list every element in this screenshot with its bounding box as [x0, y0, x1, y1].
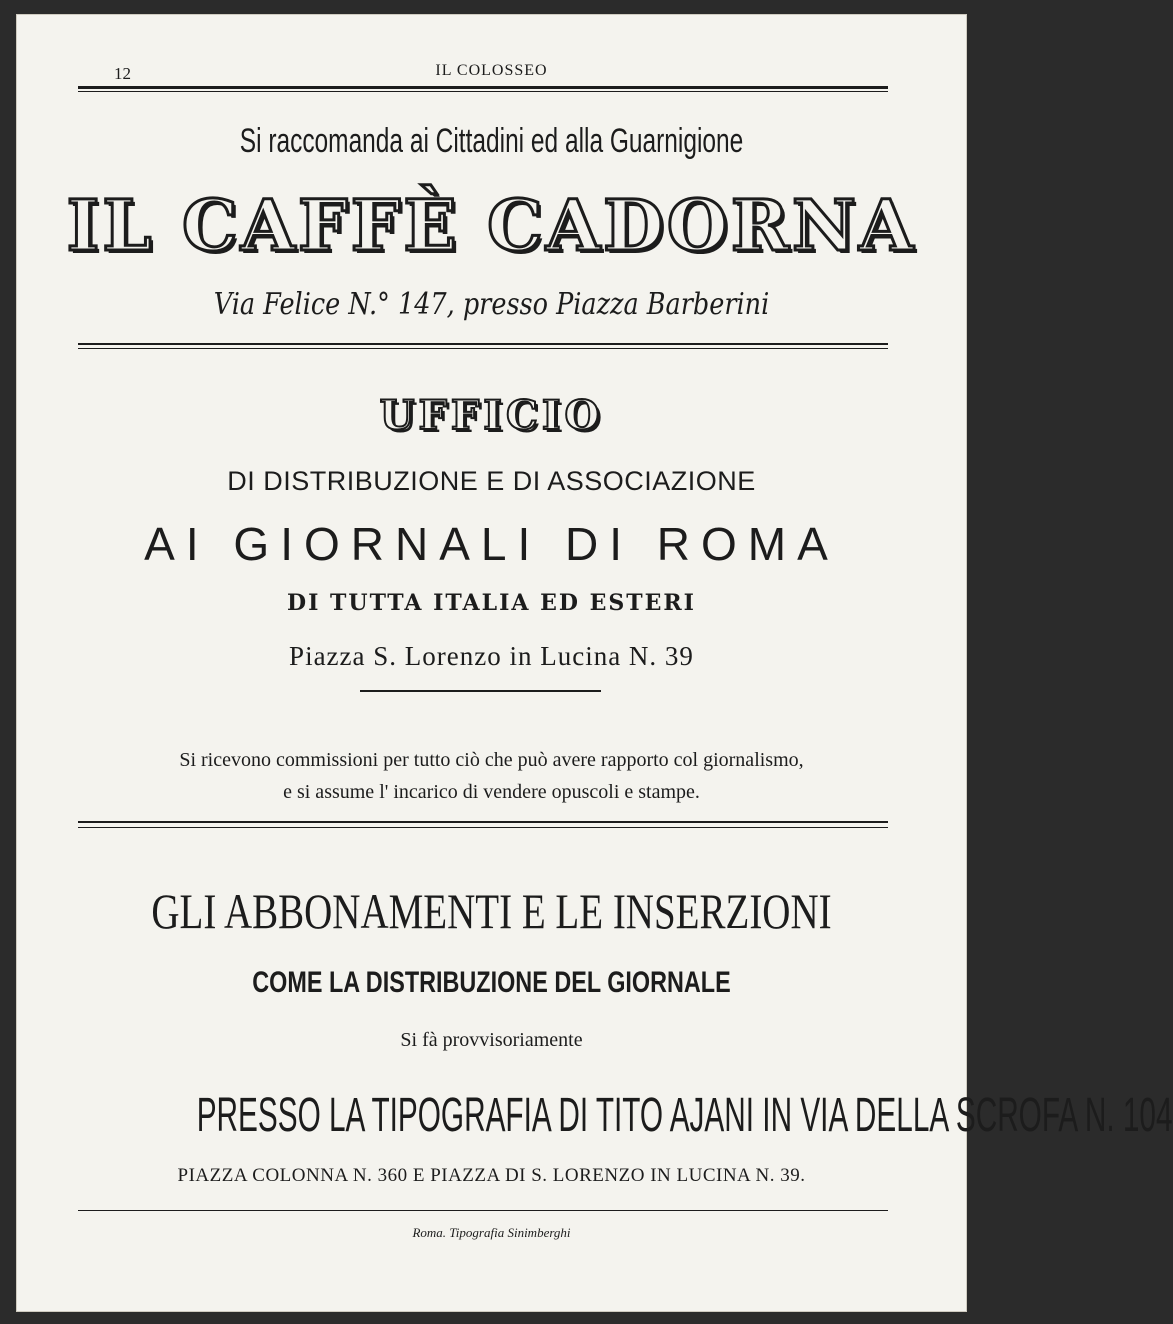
- section-divider-1: [78, 343, 888, 345]
- cafe-name: IL CAFFÈ CADORNA: [66, 184, 917, 267]
- page-number: 12: [114, 64, 131, 83]
- cafe-recommendation: Si raccomanda ai Cittadini ed alla Guarnigione: [239, 122, 744, 160]
- printer-credit: Roma. Tipografia Sinimberghi: [412, 1225, 571, 1240]
- office-note-line2: e si assume l' incarico di vendere opuscoli e stampe.: [283, 781, 700, 803]
- office-subheading: DI DISTRIBUZIONE E DI ASSOCIAZIONE: [227, 466, 756, 496]
- office-scope: DI TUTTA ITALIA ED ESTERI: [287, 590, 696, 616]
- header-rule-thin: [78, 91, 888, 92]
- newspaper-title: IL COLOSSEO: [435, 62, 548, 79]
- newspaper-page: [16, 14, 1173, 1312]
- office-title: AI GIORNALI DI ROMA: [144, 518, 839, 570]
- section-divider-2-thin: [78, 827, 888, 828]
- section-divider-1-thin: [78, 348, 888, 349]
- office-heading: UFFICIO: [379, 392, 604, 439]
- section-divider-2: [78, 821, 888, 823]
- office-address: Piazza S. Lorenzo in Lucina N. 39: [289, 641, 694, 671]
- header-rule: [78, 86, 888, 89]
- subscription-heading: GLI ABBONAMENTI E LE INSERZIONI: [151, 883, 832, 939]
- footer-rule: [78, 1210, 888, 1211]
- subscription-subheading: COME LA DISTRIBUZIONE DEL GIORNALE: [252, 966, 731, 999]
- subscription-provisional: Si fà provvisoriamente: [400, 1029, 583, 1051]
- office-note-line1: Si ricevono commissioni per tutto ciò che può avere rapporto col giornalismo,: [179, 749, 804, 771]
- subscription-location: PRESSO LA TIPOGRAFIA DI TITO AJANI IN VIA DELLA SCROFA N. 104: [196, 1089, 1173, 1142]
- subscription-alt-locations: PIAZZA COLONNA N. 360 E PIAZZA DI S. LORENZO IN LUCINA N. 39.: [177, 1165, 806, 1186]
- cafe-address: Via Felice N.° 147, presso Piazza Barberini: [213, 287, 770, 322]
- short-rule: [360, 690, 601, 692]
